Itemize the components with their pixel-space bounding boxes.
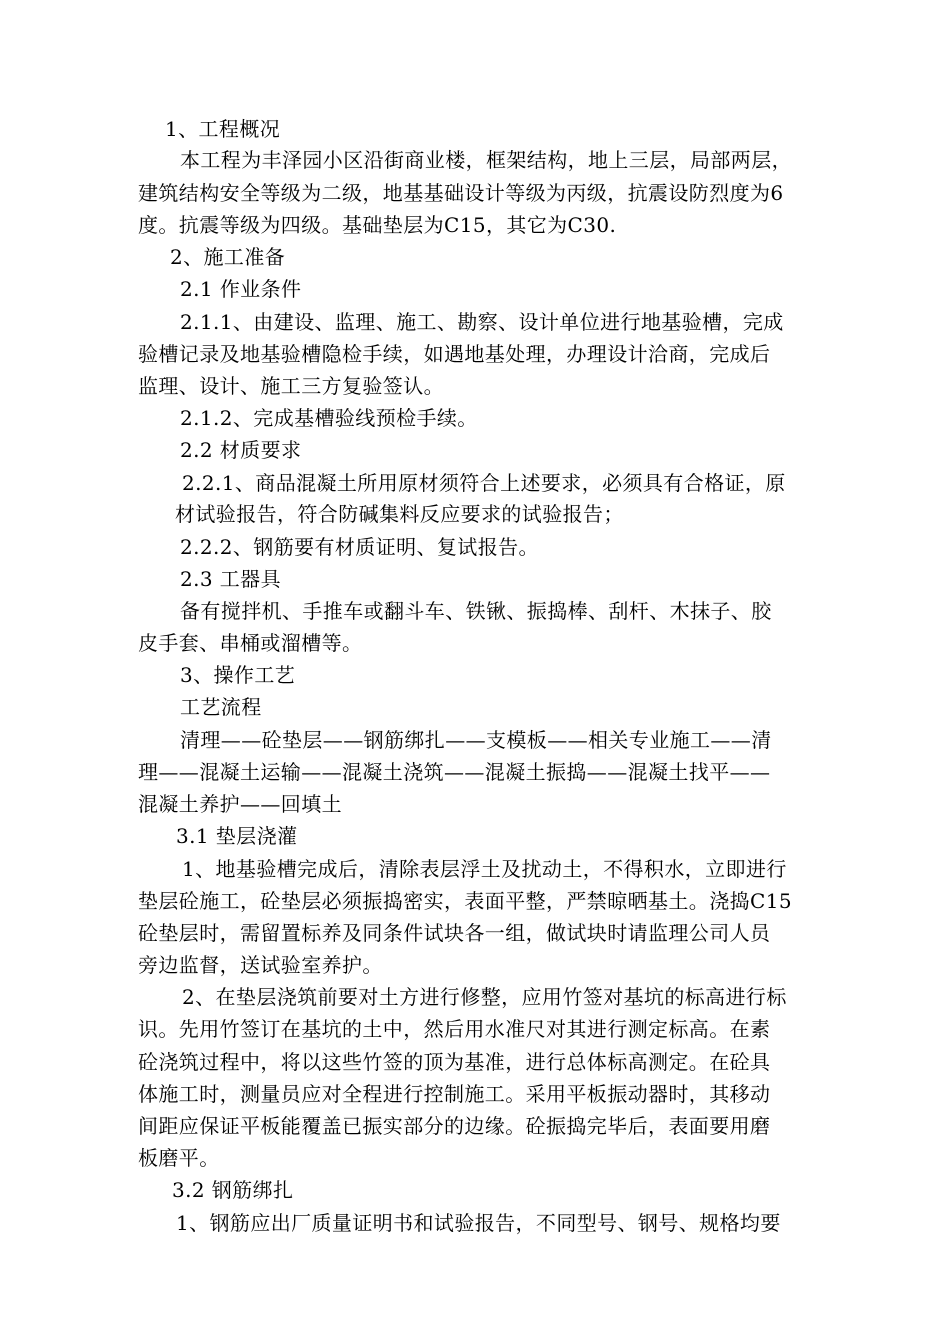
paragraph-line [0, 948, 950, 982]
subsection-heading: 3.1 垫层浇灌 [176, 824, 298, 848]
text-line: 备有搅拌机、手推车或翻斗车、铁锹、振捣棒、刮杆、木抹子、胶 [180, 599, 772, 623]
text-line: 材试验报告，符合防碱集料反应要求的试验报告； [175, 502, 624, 526]
section-heading: 3、操作工艺 [180, 663, 296, 687]
flow-line [0, 755, 950, 789]
text-line: 理——混凝土运输——混凝土浇筑——混凝土振捣——混凝土找平—— [138, 760, 771, 784]
subsection-3-1-heading-line [0, 819, 950, 853]
paragraph-line [0, 1206, 950, 1240]
subsection-3-2-heading-line [0, 1173, 950, 1207]
paragraph-line [0, 1045, 950, 1079]
paragraph-line [0, 594, 950, 628]
paragraph-line [0, 337, 950, 371]
paragraph-line [0, 530, 950, 564]
flow-heading: 工艺流程 [180, 695, 262, 719]
text-line: 2.2.2、钢筋要有材质证明、复试报告。 [180, 535, 539, 559]
text-line: 1、地基验槽完成后，清除表层浮土及扰动土，不得积水，立即进行 [182, 857, 787, 881]
subsection-2-1-heading-line [0, 272, 950, 306]
section-heading: 2、施工准备 [170, 245, 286, 269]
text-line: 建筑结构安全等级为二级，地基基础设计等级为丙级，抗震设防烈度为6 [138, 181, 784, 205]
paragraph-line [0, 176, 950, 210]
section-3-heading-line [0, 658, 950, 692]
text-line: 砼垫层时，需留置标养及同条件试块各一组，做试块时请监理公司人员 [138, 921, 771, 945]
paragraph-line [0, 884, 950, 918]
text-line: 2.1.1、由建设、监理、施工、勘察、设计单位进行地基验槽，完成 [180, 310, 784, 334]
paragraph-line [0, 208, 950, 242]
paragraph-line [0, 466, 950, 500]
subsection-2-3-heading-line [0, 562, 950, 596]
paragraph-line [0, 626, 950, 660]
section-2-heading-line [0, 240, 950, 274]
paragraph-line [0, 852, 950, 886]
paragraph-line [0, 1109, 950, 1143]
subsection-heading: 2.1 作业条件 [180, 277, 302, 301]
text-line: 识。先用竹签订在基坑的土中，然后用水准尺对其进行测定标高。在素 [138, 1017, 771, 1041]
text-line: 度。抗震等级为四级。基础垫层为C15，其它为C30. [138, 213, 617, 237]
subsection-heading: 2.2 材质要求 [180, 438, 302, 462]
subsection-2-2-heading-line [0, 433, 950, 467]
text-line: 验槽记录及地基验槽隐检手续，如遇地基处理，办理设计洽商，完成后 [138, 342, 771, 366]
section-heading: 1、工程概况 [165, 117, 281, 141]
text-line: 垫层砼施工，砼垫层必须振捣密实，表面平整，严禁晾晒基土。浇捣C15 [138, 889, 792, 913]
paragraph-line [0, 143, 950, 177]
paragraph-line [0, 980, 950, 1014]
paragraph-line [0, 1012, 950, 1046]
paragraph-line [0, 369, 950, 403]
text-line: 混凝土养护——回填土 [138, 792, 342, 816]
flow-line [0, 787, 950, 821]
paragraph-line [0, 916, 950, 950]
text-line: 间距应保证平板能覆盖已振实部分的边缘。砼振捣完毕后，表面要用磨 [138, 1114, 771, 1138]
subsection-heading: 3.2 钢筋绑扎 [172, 1178, 294, 1202]
text-line: 清理——砼垫层——钢筋绑扎——支模板——相关专业施工——清 [180, 728, 772, 752]
flow-line [0, 723, 950, 757]
text-line: 砼浇筑过程中，将以这些竹签的顶为基准，进行总体标高测定。在砼具 [138, 1050, 771, 1074]
text-line: 本工程为丰泽园小区沿街商业楼，框架结构，地上三层，局部两层， [180, 148, 792, 172]
text-line: 体施工时，测量员应对全程进行控制施工。采用平板振动器时，其移动 [138, 1082, 771, 1106]
subsection-heading: 2.3 工器具 [180, 567, 281, 591]
paragraph-line [0, 305, 950, 339]
flow-heading-line [0, 690, 950, 724]
paragraph-line [0, 497, 950, 531]
text-line: 板磨平。 [138, 1146, 220, 1170]
text-line: 监理、设计、施工三方复验签认。 [138, 374, 444, 398]
paragraph-line [0, 401, 950, 435]
text-line: 旁边监督，送试验室养护。 [138, 953, 383, 977]
section-1-heading-line [0, 112, 950, 146]
paragraph-line [0, 1077, 950, 1111]
text-line: 皮手套、串桶或溜槽等。 [138, 631, 363, 655]
text-line: 1、钢筋应出厂质量证明书和试验报告，不同型号、钢号、规格均要 [176, 1211, 781, 1235]
text-line: 2、在垫层浇筑前要对土方进行修整，应用竹签对基坑的标高进行标 [182, 985, 787, 1009]
text-line: 2.1.2、完成基槽验线预检手续。 [180, 406, 478, 430]
paragraph-line [0, 1141, 950, 1175]
text-line: 2.2.1、商品混凝土所用原材须符合上述要求，必须具有合格证，原 [182, 471, 786, 495]
